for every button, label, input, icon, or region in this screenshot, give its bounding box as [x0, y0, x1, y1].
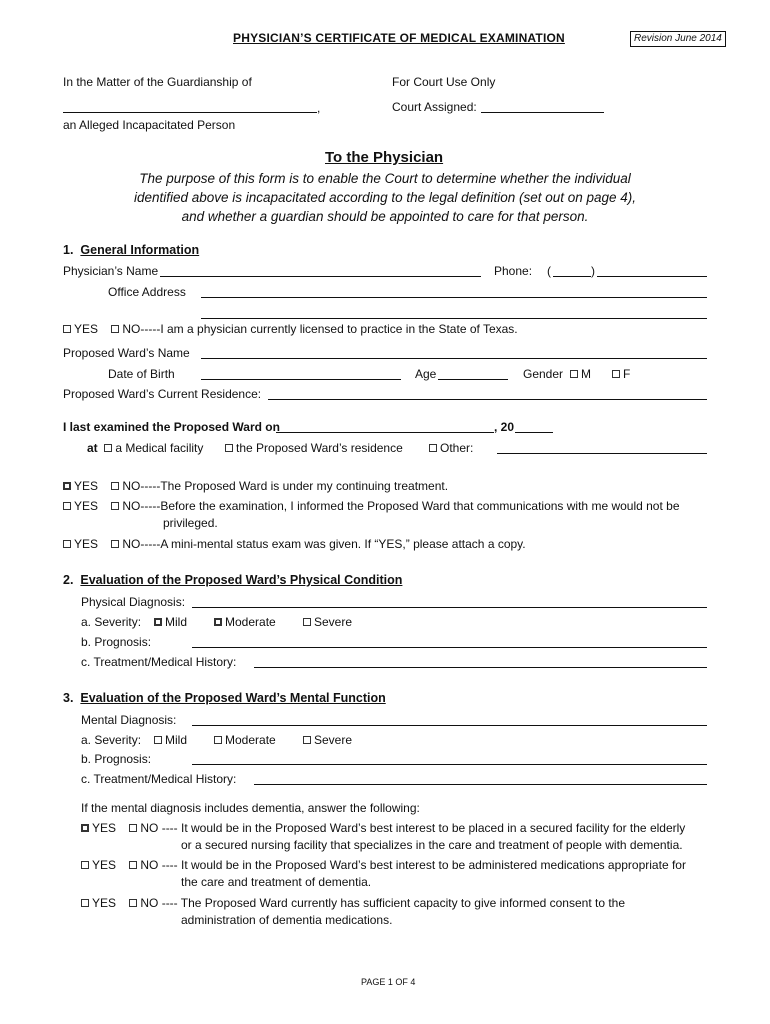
d2-yes-label: YES: [92, 858, 117, 872]
gender-m-option[interactable]: [570, 367, 591, 381]
other-checkbox[interactable]: [429, 444, 437, 452]
mental-mild-label: Mild: [165, 733, 188, 747]
phone-number-field[interactable]: [597, 276, 707, 277]
court-assigned-label: Court Assigned:: [392, 100, 477, 114]
gender-m-label: M: [581, 367, 591, 381]
license-no-label: NO-----I am a physician currently licensed to practice in the State of Texas.: [122, 322, 518, 336]
physical-severe-checkbox[interactable]: [303, 618, 311, 626]
gender-f-label: F: [623, 367, 631, 381]
guardianship-label: In the Matter of the Guardianship of: [63, 75, 252, 89]
medical-facility-label: a Medical facility: [115, 441, 204, 455]
purpose-line-1: The purpose of this form is to enable the Court to determine whether the individual: [139, 171, 631, 186]
physical-treatment-field[interactable]: [254, 667, 707, 668]
ward-residence-option[interactable]: [225, 441, 403, 455]
physician-name-label: Physician’s Name: [63, 264, 159, 278]
license-yes-label: YES: [74, 322, 99, 336]
d3-no-label: NO ---- The Proposed Ward currently has sufficient capacity to give informed consent to the: [140, 896, 626, 910]
medical-facility-checkbox[interactable]: [104, 444, 112, 452]
mental-moderate-checkbox[interactable]: [214, 736, 222, 744]
license-yes-checkbox[interactable]: [63, 325, 71, 333]
revision-badge: Revision June 2014: [630, 31, 726, 47]
ward-name-label: Proposed Ward’s Name: [63, 346, 190, 360]
exam-year-field[interactable]: [515, 432, 553, 433]
dementia-q1-cont: or a secured nursing facility that specializes in the care and treatment of people with dementia.: [181, 838, 683, 852]
q3-no-checkbox[interactable]: [111, 540, 119, 548]
d1-yes-label: YES: [92, 821, 117, 835]
last-examined-label: I last examined the Proposed Ward on: [63, 420, 280, 434]
q2-yes-label: YES: [74, 499, 99, 513]
at-label: at: [87, 441, 98, 455]
exam-location-row: [87, 441, 203, 455]
gender-label: Gender: [523, 367, 564, 381]
mini-mental-question: [63, 537, 526, 551]
license-question: [63, 322, 518, 336]
other-label: Other:: [440, 441, 474, 455]
mental-moderate-label: Moderate: [225, 733, 276, 747]
intro-heading: To the Physician: [325, 149, 444, 166]
age-label: Age: [415, 367, 437, 381]
d1-yes-checkbox[interactable]: [81, 824, 89, 832]
ward-residence-label: the Proposed Ward’s residence: [236, 441, 403, 455]
physical-severe-option[interactable]: [303, 615, 352, 629]
gender-m-checkbox[interactable]: [570, 370, 578, 378]
section-3-heading: [63, 691, 386, 705]
gender-f-option[interactable]: [612, 367, 630, 381]
section-3-number: 3.: [63, 691, 74, 705]
section-2-heading: [63, 573, 402, 587]
dementia-q3: [81, 896, 625, 910]
ward-name-field[interactable]: [63, 112, 317, 113]
section-1-title: General Information: [80, 243, 200, 257]
office-address-field-2[interactable]: [201, 318, 707, 319]
physical-prognosis-label: b. Prognosis:: [81, 635, 152, 649]
d3-yes-label: YES: [92, 896, 117, 910]
office-address-field-1[interactable]: [201, 297, 707, 298]
q2-yes-checkbox[interactable]: [63, 502, 71, 510]
physical-moderate-option[interactable]: [214, 615, 276, 629]
physician-name-field[interactable]: [160, 276, 481, 277]
phone-close-paren: ): [591, 264, 595, 278]
purpose-line-2: identified above is incapacitated according to the legal definition (set out on page 4),: [133, 190, 637, 205]
continuing-treatment-question: [63, 479, 448, 493]
phone-area-code-field[interactable]: [553, 276, 591, 277]
d2-no-checkbox[interactable]: [129, 861, 137, 869]
physical-moderate-checkbox[interactable]: [214, 618, 222, 626]
q3-yes-label: YES: [74, 537, 99, 551]
mental-treatment-field[interactable]: [254, 784, 707, 785]
physical-diagnosis-field[interactable]: [192, 607, 707, 608]
physical-mild-option[interactable]: [154, 615, 187, 629]
dementia-intro: If the mental diagnosis includes dementia, answer the following:: [81, 801, 420, 815]
d1-no-checkbox[interactable]: [129, 824, 137, 832]
physical-treatment-label: c. Treatment/Medical History:: [81, 655, 237, 669]
dementia-q1: [81, 821, 685, 835]
year-prefix: , 20: [494, 420, 515, 434]
court-assigned-field[interactable]: [481, 112, 604, 113]
privilege-question-cont: privileged.: [163, 516, 218, 530]
d2-no-label: NO ---- It would be in the Proposed Ward’s best interest to be administered medications appropriate for: [140, 858, 686, 872]
proposed-ward-name-field[interactable]: [201, 358, 707, 359]
section-1-number: 1.: [63, 243, 74, 257]
residence-field[interactable]: [268, 399, 707, 400]
q1-no-label: NO-----The Proposed Ward is under my continuing treatment.: [122, 479, 449, 493]
physical-diagnosis-label: Physical Diagnosis:: [81, 595, 186, 609]
q2-no-checkbox[interactable]: [111, 502, 119, 510]
q1-yes-checkbox[interactable]: [63, 482, 71, 490]
section-1-heading: [63, 243, 199, 257]
privilege-question: [63, 499, 680, 513]
dementia-q2-cont: the care and treatment of dementia.: [181, 875, 372, 889]
residence-label: Proposed Ward’s Current Residence:: [63, 387, 262, 401]
physical-mild-checkbox[interactable]: [154, 618, 162, 626]
q3-no-label: NO-----A mini-mental status exam was given. If “YES,” please attach a copy.: [122, 537, 526, 551]
mental-treatment-label: c. Treatment/Medical History:: [81, 772, 237, 786]
court-use-label: For Court Use Only: [392, 75, 496, 89]
section-2-title: Evaluation of the Proposed Ward’s Physical Condition: [80, 573, 403, 587]
phone-open-paren: (: [547, 264, 551, 278]
q1-yes-label: YES: [74, 479, 99, 493]
gender-f-checkbox[interactable]: [612, 370, 620, 378]
d2-yes-checkbox[interactable]: [81, 861, 89, 869]
q3-yes-checkbox[interactable]: [63, 540, 71, 548]
q1-no-checkbox[interactable]: [111, 482, 119, 490]
physical-moderate-label: Moderate: [225, 615, 276, 629]
mental-severe-option[interactable]: [303, 733, 352, 747]
comma: ,: [317, 101, 321, 115]
d3-yes-checkbox[interactable]: [81, 899, 89, 907]
section-3-title: Evaluation of the Proposed Ward’s Mental Function: [80, 691, 386, 705]
mental-mild-checkbox[interactable]: [154, 736, 162, 744]
q2-no-label: NO-----Before the examination, I informed the Proposed Ward that communications with me would not be: [122, 499, 680, 513]
mental-prognosis-label: b. Prognosis:: [81, 752, 152, 766]
other-option[interactable]: [429, 441, 473, 455]
exam-date-field[interactable]: [276, 432, 494, 433]
page-number: PAGE 1 OF 4: [361, 977, 416, 987]
mental-moderate-option[interactable]: [214, 733, 276, 747]
mental-diagnosis-field[interactable]: [192, 725, 707, 726]
physical-severe-label: Severe: [314, 615, 353, 629]
mental-diagnosis-label: Mental Diagnosis:: [81, 713, 177, 727]
office-address-label: Office Address: [108, 285, 186, 299]
dementia-q3-cont: administration of dementia medications.: [181, 913, 393, 927]
age-field[interactable]: [438, 379, 508, 380]
form-title: PHYSICIAN’S CERTIFICATE OF MEDICAL EXAMINATION: [233, 31, 565, 45]
mental-severe-checkbox[interactable]: [303, 736, 311, 744]
mental-severe-label: Severe: [314, 733, 353, 747]
license-no-checkbox[interactable]: [111, 325, 119, 333]
d3-no-checkbox[interactable]: [129, 899, 137, 907]
other-location-field[interactable]: [497, 453, 707, 454]
phone-label: Phone:: [494, 264, 533, 278]
alleged-label: an Alleged Incapacitated Person: [63, 118, 236, 132]
mental-prognosis-field[interactable]: [192, 764, 707, 765]
section-2-number: 2.: [63, 573, 74, 587]
ward-residence-checkbox[interactable]: [225, 444, 233, 452]
physical-severity-label: a. Severity:: [81, 615, 142, 629]
dob-field[interactable]: [201, 379, 401, 380]
d1-no-label: NO ---- It would be in the Proposed Ward’s best interest to be placed in a secured facility for the elderly: [140, 821, 686, 835]
mental-mild-option[interactable]: [154, 733, 187, 747]
mental-severity-label: a. Severity:: [81, 733, 142, 747]
dob-label: Date of Birth: [108, 367, 175, 381]
physical-prognosis-field[interactable]: [192, 647, 707, 648]
dementia-q2: [81, 858, 686, 872]
physical-mild-label: Mild: [165, 615, 188, 629]
purpose-line-3: and whether a guardian should be appointed to care for that person.: [181, 209, 589, 224]
